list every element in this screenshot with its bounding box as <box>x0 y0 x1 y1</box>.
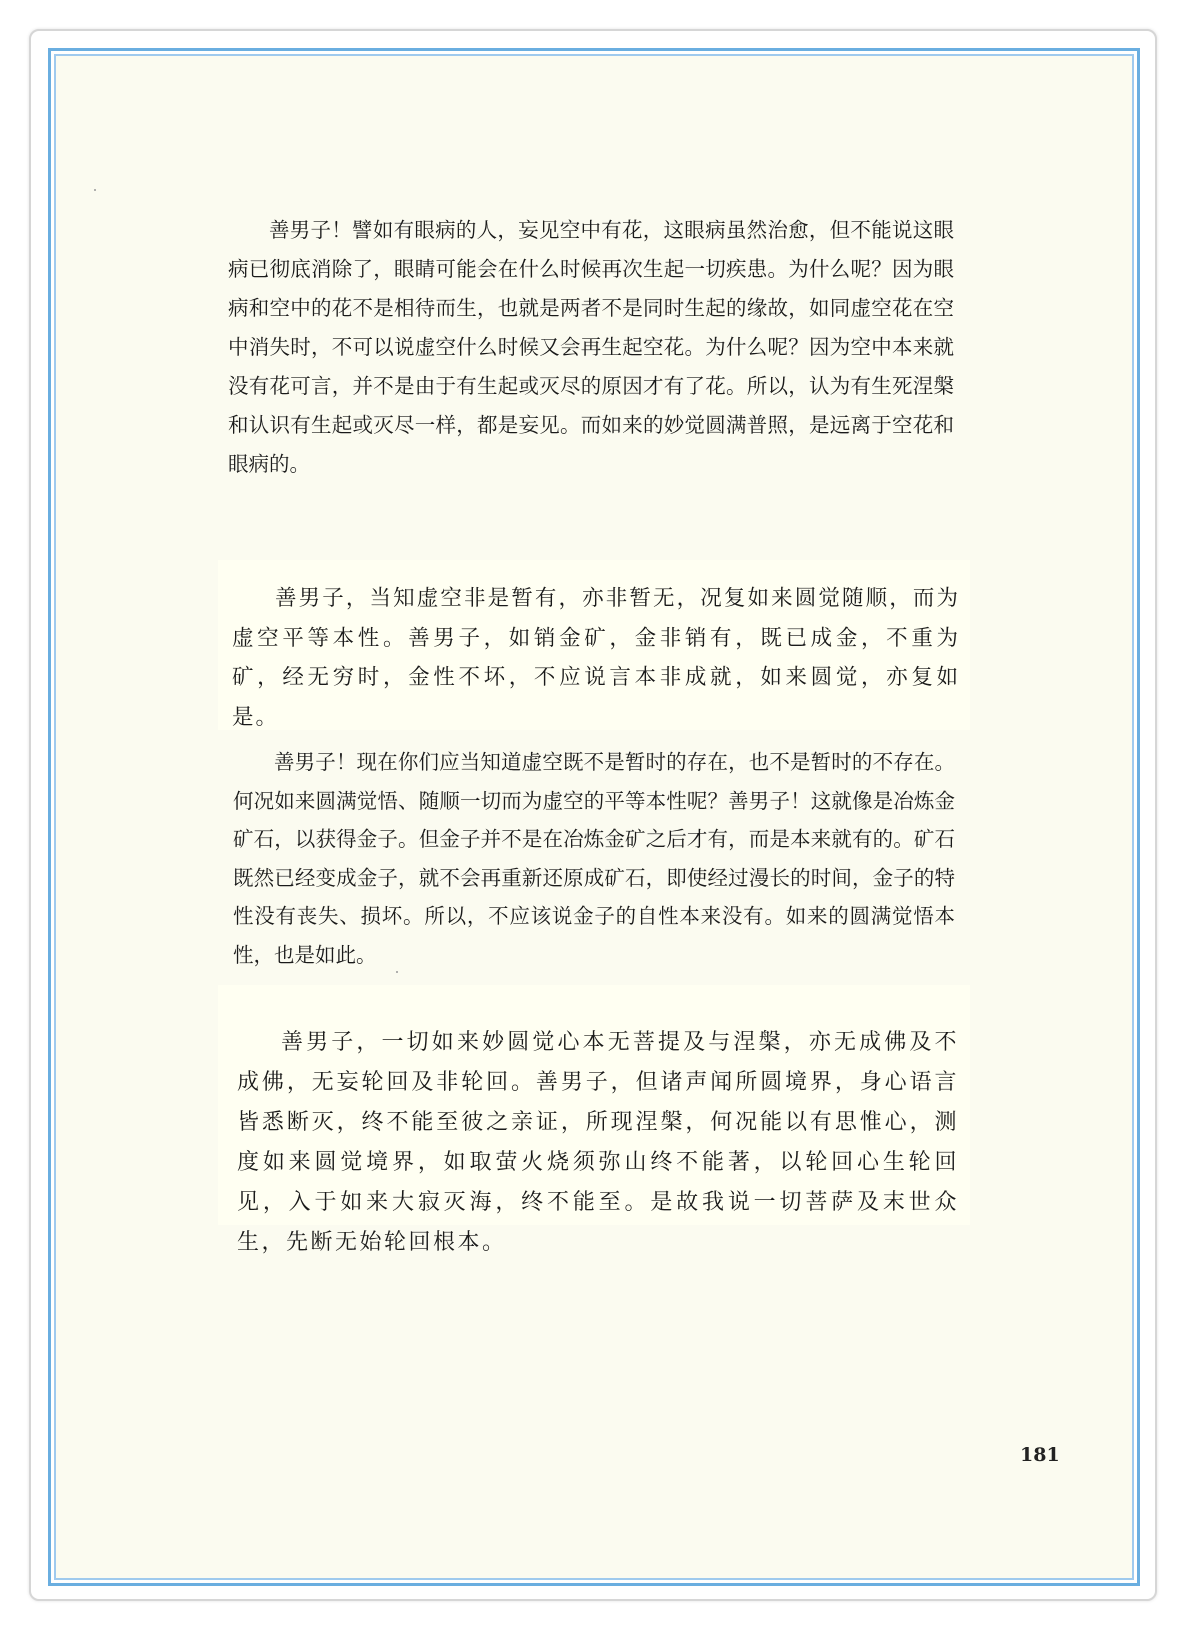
page-number: 181 <box>1020 1444 1060 1466</box>
paragraph-sutra-2: 善男子，一切如来妙圆觉心本无菩提及与涅槃，亦无成佛及不成佛，无妄轮回及非轮回。善男子，但诸声闻所圆境界，身心语言皆悉断灭，终不能至彼之亲证，所现涅槃，何况能以有思惟心，测度如来圆觉境界，如取萤火烧须弥山终不能著，以轮回心生轮回见，入于如来大寂灭海，终不能至。是故我说一切菩萨及末世众生，先断无始轮回根本。 <box>237 1030 959 1255</box>
paragraph-translation-2: 善男子！现在你们应当知道虚空既不是暂时的存在，也不是暂时的不存在。何况如来圆满觉悟、随顺一切而为虚空的平等本性呢？善男子！这就像是冶炼金矿石，以获得金子。但金子并不是在冶炼金矿之后才有，而是本来就有的。矿石既然已经变成金子，就不会再重新还原成矿石，即使经过漫长的时间，金子的特性没有丧失、损坏。所以，不应该说金子的自性本来没有。如来的圆满觉悟本性，也是如此。 <box>233 750 955 967</box>
paragraph-translation-1: 善男子！譬如有眼病的人，妄见空中有花，这眼病虽然治愈，但不能说这眼病已彻底消除了，眼睛可能会在什么时候再次生起一切疾患。为什么呢？因为眼病和空中的花不是相待而生，也就是两者不是同时生起的缘故，如同虚空花在空中消失时，不可以说虚空什么时候又会再生起空花。为什么呢？因为空中本来就没有花可言，并不是由于有生起或灭尽的原因才有了花。所以，认为有生死涅槃和认识有生起或灭尽一样，都是妄见。而如来的妙觉圆满普照，是远离于空花和眼病的。 <box>228 218 954 476</box>
scan-speck <box>94 189 96 191</box>
paragraph-sutra-1: 善男子，当知虚空非是暂有，亦非暂无，况复如来圆觉随顺，而为虚空平等本性。善男子，如销金矿，金非销有，既已成金，不重为矿，经无穷时，金性不坏，不应说言本非成就，如来圆觉，亦复如是。 <box>232 586 960 730</box>
